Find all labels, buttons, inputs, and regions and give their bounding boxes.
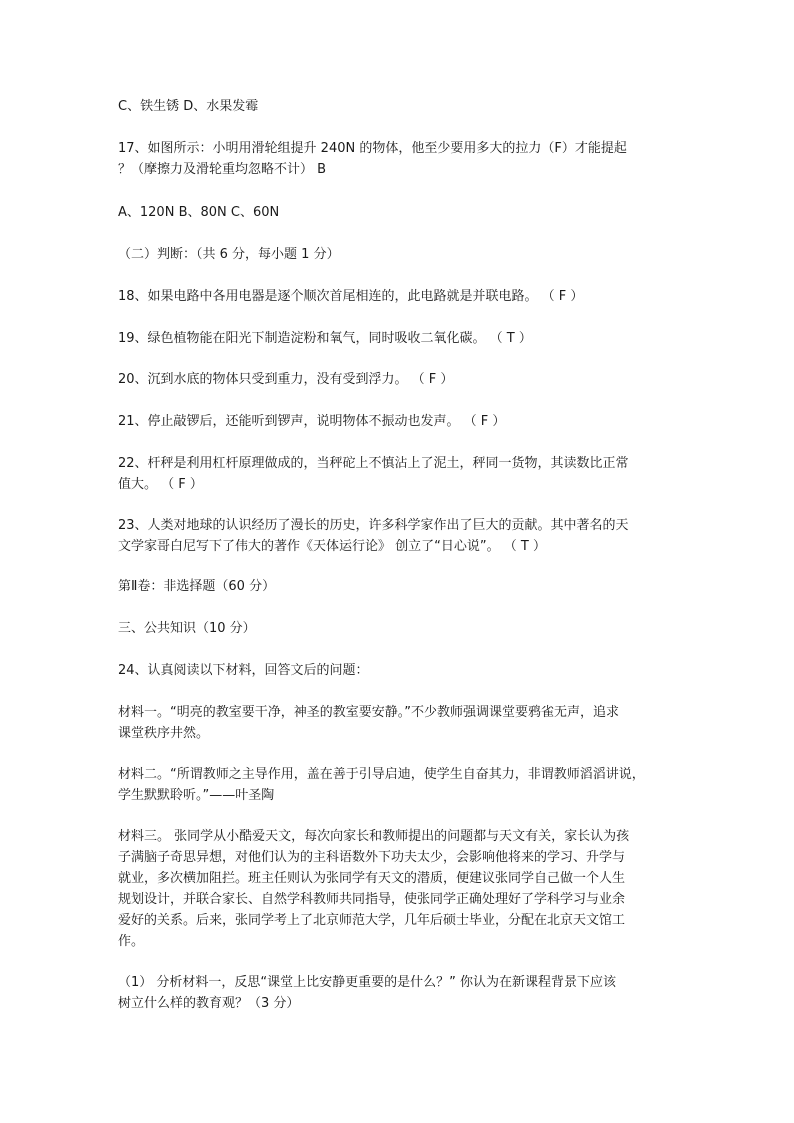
- question-17: [118, 138, 678, 180]
- text-line: 子满脑子奇思异想，对他们认为的主科语数外下功夫太少，会影响他将来的学习、升学与: [118, 850, 626, 865]
- text-line: 爱好的关系。后来，张同学考上了北京师范大学，几年后硕士毕业，分配在北京天文馆工: [118, 913, 626, 928]
- text-line: 课堂秩序井然。: [118, 726, 210, 741]
- text-line: 值大。 （ F ）: [118, 477, 203, 492]
- text-line: 学生默默聆听。”——叶圣陶: [118, 788, 275, 803]
- text-line: 就业，多次横加阻拦。班主任则认为张同学有天文的潜质，便建议张同学自己做一个人生: [118, 871, 626, 886]
- text-line: （1） 分析材料一，反思“课堂上比安静更重要的是什么？” 你认为在新课程背景下应该: [118, 975, 617, 990]
- material-two: [118, 764, 678, 806]
- text-line: 材料一。“明亮的教室要干净，神圣的教室要安静。”不少教师强调课堂要鸦雀无声，追求: [118, 705, 619, 720]
- text-line: 21、停止敲锣后，还能听到锣声，说明物体不振动也发声。 （ F ）: [118, 414, 506, 429]
- text-line: 20、沉到水底的物体只受到重力，没有受到浮力。 （ F ）: [118, 372, 454, 387]
- material-one: [118, 702, 678, 744]
- answer-options-17: [118, 202, 678, 223]
- section-heading-judgement: [118, 244, 678, 265]
- text-line: 作。: [118, 934, 145, 949]
- text-line: 树立什么样的教育观？（3 分）: [118, 996, 300, 1011]
- text-line: 23、人类对地球的认识经历了漫长的历史，许多科学家作出了巨大的贡献。其中著名的天: [118, 518, 629, 533]
- text-line: 19、绿色植物能在阳光下制造淀粉和氧气，同时吸收二氧化碳。 （ T ）: [118, 331, 532, 346]
- question-21: [118, 411, 678, 432]
- text-line: 17、如图所示：小明用滑轮组提升 240N 的物体，他至少要用多大的拉力（F）才能提起: [118, 141, 627, 156]
- text-line: 22、杆秤是利用杠杆原理做成的，当秤砣上不慎沾上了泥土，秤同一货物，其读数比正常: [118, 456, 629, 471]
- text-line: A、120N B、80N C、60N: [118, 205, 280, 220]
- question-24: [118, 660, 678, 681]
- text-line: C、铁生锈 D、水果发霉: [118, 99, 259, 114]
- question-20: [118, 369, 678, 390]
- answer-options-16-cd: [118, 96, 678, 117]
- text-line: 24、认真阅读以下材料，回答文后的问题：: [118, 663, 369, 678]
- question-18: [118, 286, 678, 307]
- text-line: 规划设计，并联合家长、自然学科教师共同指导，使张同学正确处理好了学科学习与业余: [118, 892, 626, 907]
- text-line: 18、如果电路中各用电器是逐个顺次首尾相连的，此电路就是并联电路。 （ F ）: [118, 289, 584, 304]
- question-19: [118, 328, 678, 349]
- text-line: 第Ⅱ卷：非选择题（60 分）: [118, 579, 276, 594]
- text-line: 材料二。“所谓教师之主导作用，盖在善于引导启迪，使学生自奋其力，非谓教师滔滔讲说，: [118, 767, 645, 782]
- question-22: [118, 453, 678, 495]
- text-line: （二）判断：（共 6 分，每小题 1 分）: [118, 247, 340, 262]
- part-two-heading: [118, 576, 678, 597]
- text-line: 文学家哥白尼写下了伟大的著作《天体运行论》 创立了“日心说”。 （ T ）: [118, 539, 546, 554]
- question-23: [118, 515, 678, 557]
- material-three: [118, 826, 678, 952]
- text-line: 三、公共知识（10 分）: [118, 621, 256, 636]
- text-line: 材料三。 张同学从小酷爱天文，每次向家长和教师提出的问题都与天文有关，家长认为孩: [118, 829, 630, 844]
- text-line: ？（摩擦力及滑轮重均忽略不计） B: [118, 162, 327, 177]
- question-24-part-1: [118, 972, 678, 1014]
- section-heading-public-knowledge: [118, 618, 678, 639]
